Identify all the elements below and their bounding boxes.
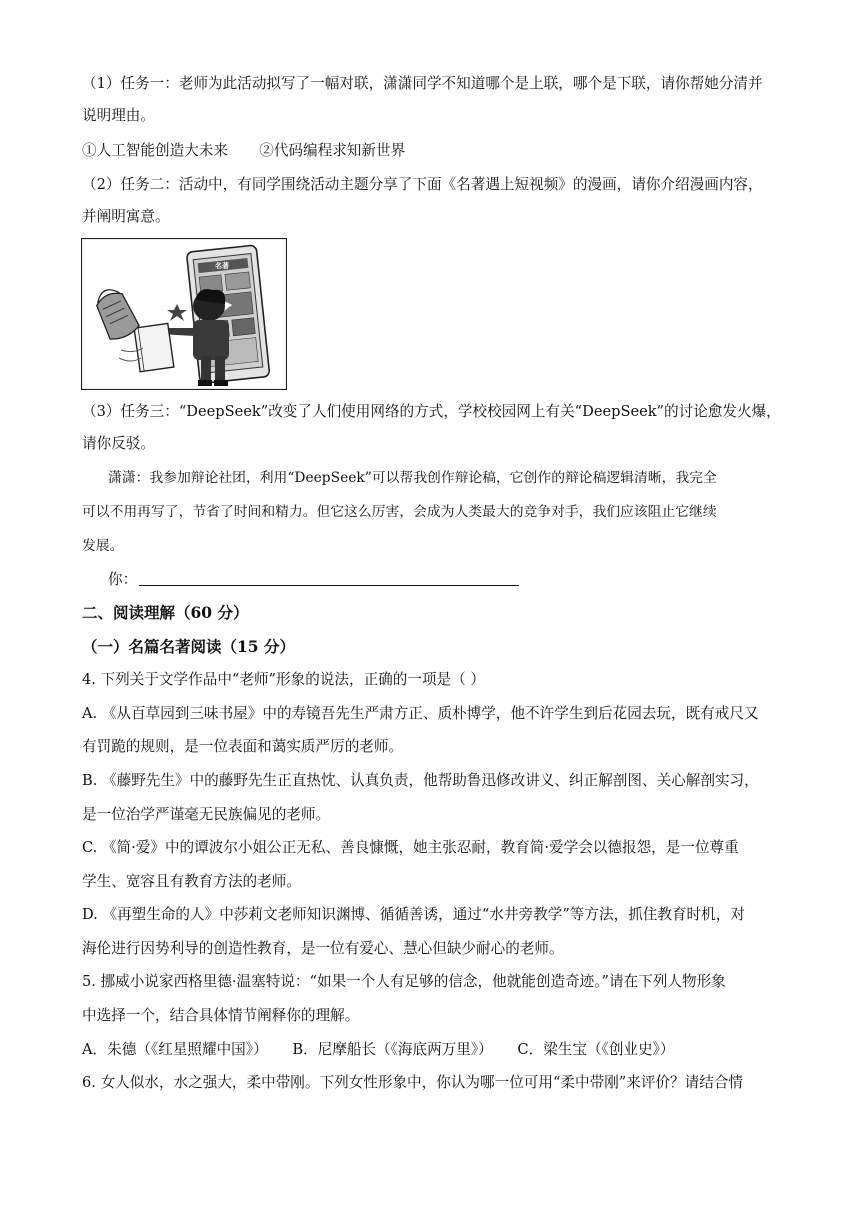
- cartoon-image: [81, 238, 287, 390]
- quote-line3: 发展。: [82, 538, 124, 554]
- answer-blank[interactable]: [139, 571, 519, 586]
- q5-option-c: C．梁生宝（《创业史》）: [517, 1041, 675, 1058]
- q5-option-b: B．尼摩船长（《海底两万里》）: [292, 1041, 493, 1058]
- cartoon-screen-text: 名著: [215, 262, 229, 270]
- quote-line1: 潇潇：我参加辩论社团，利用“DeepSeek”可以帮我创作辩论稿，它创作的辩论稿逻辑清晰，我完全: [108, 470, 717, 486]
- q5-option-a: A．朱德（《红星照耀中国》）: [82, 1041, 268, 1058]
- q4-option-a-line1: A. 《从百草园到三味书屋》中的寿镜吾先生严肃方正、质朴博学，他不许学生到后花园去玩，既有戒尺又: [82, 705, 759, 722]
- q6-line1: 6. 女人似水，水之强大，柔中带刚。下列女性形象中，你认为哪一位可用“柔中带刚”来评价？请结合情: [82, 1074, 744, 1091]
- couplet-option-1: ①人工智能创造大未来: [82, 142, 228, 159]
- q4-option-c-line1: C. 《简·爱》中的谭波尔小姐公正无私、善良慷慨，她主张忍耐，教育简·爱学会以德报怨，是一位尊重: [82, 839, 739, 856]
- task2-line2: 并阐明寓意。: [82, 208, 170, 225]
- task2-line1: （2）任务二：活动中，有同学围绕活动主题分享了下面《名著遇上短视频》的漫画，请你介绍漫画内容，: [82, 176, 763, 193]
- section2-title: 二、阅读理解（60 分）: [82, 603, 249, 622]
- q5-line1: 5. 挪威小说家西格里德·温塞特说：“如果一个人有足够的信念，他就能创造奇迹。”请在下列人物形象: [82, 973, 726, 990]
- section2-sub1: （一）名篇名著阅读（15 分）: [82, 637, 295, 656]
- answer-line: [108, 570, 800, 590]
- q4-option-b-line1: B. 《藤野先生》中的藤野先生正直热忱、认真负责，他帮助鲁迅修改讲义、纠正解剖图、关心解剖实习，: [82, 772, 759, 789]
- q4-option-c-line2: 学生、宽容且有教育方法的老师。: [82, 873, 301, 890]
- q5-options: [82, 1040, 800, 1060]
- q4-option-a-line2: 有罚跪的规则，是一位表面和蔼实质严厉的老师。: [82, 738, 404, 755]
- q4-option-d-line2: 海伦进行因势利导的创造性教育，是一位有爱心、慧心但缺少耐心的老师。: [82, 940, 564, 957]
- task3-line1: （3）任务三：“DeepSeek”改变了人们使用网络的方式，学校校园网上有关“DeepSeek”的讨论愈发火爆，: [82, 403, 781, 420]
- task3-line2: 请你反驳。: [82, 435, 155, 452]
- quote-line2: 可以不用再写了，节省了时间和精力。但它这么厉害，会成为人类最大的竞争对手，我们应该阻止它继续: [82, 504, 717, 520]
- couplet-option-2: ②代码编程求知新世界: [259, 142, 406, 159]
- q4-option-b-line2: 是一位治学严谨毫无民族偏见的老师。: [82, 806, 331, 823]
- q4-option-d-line1: D. 《再塑生命的人》中莎莉文老师知识渊博、循循善诱，通过“水井旁教学”等方法，抓住教育时机，对: [82, 906, 745, 923]
- answer-label: 你：: [108, 571, 138, 588]
- q4-stem: 4. 下列关于文学作品中“老师”形象的说法，正确的一项是（ ）: [82, 671, 485, 688]
- task1-line1: （1）任务一：老师为此活动拟写了一幅对联，潇潇同学不知道哪个是上联，哪个是下联，请你帮她分清并: [82, 75, 763, 92]
- q5-line2: 中选择一个，结合具体情节阐释你的理解。: [82, 1007, 360, 1024]
- task1-line2: 说明理由。: [82, 107, 155, 124]
- task1-couplet: [82, 141, 800, 161]
